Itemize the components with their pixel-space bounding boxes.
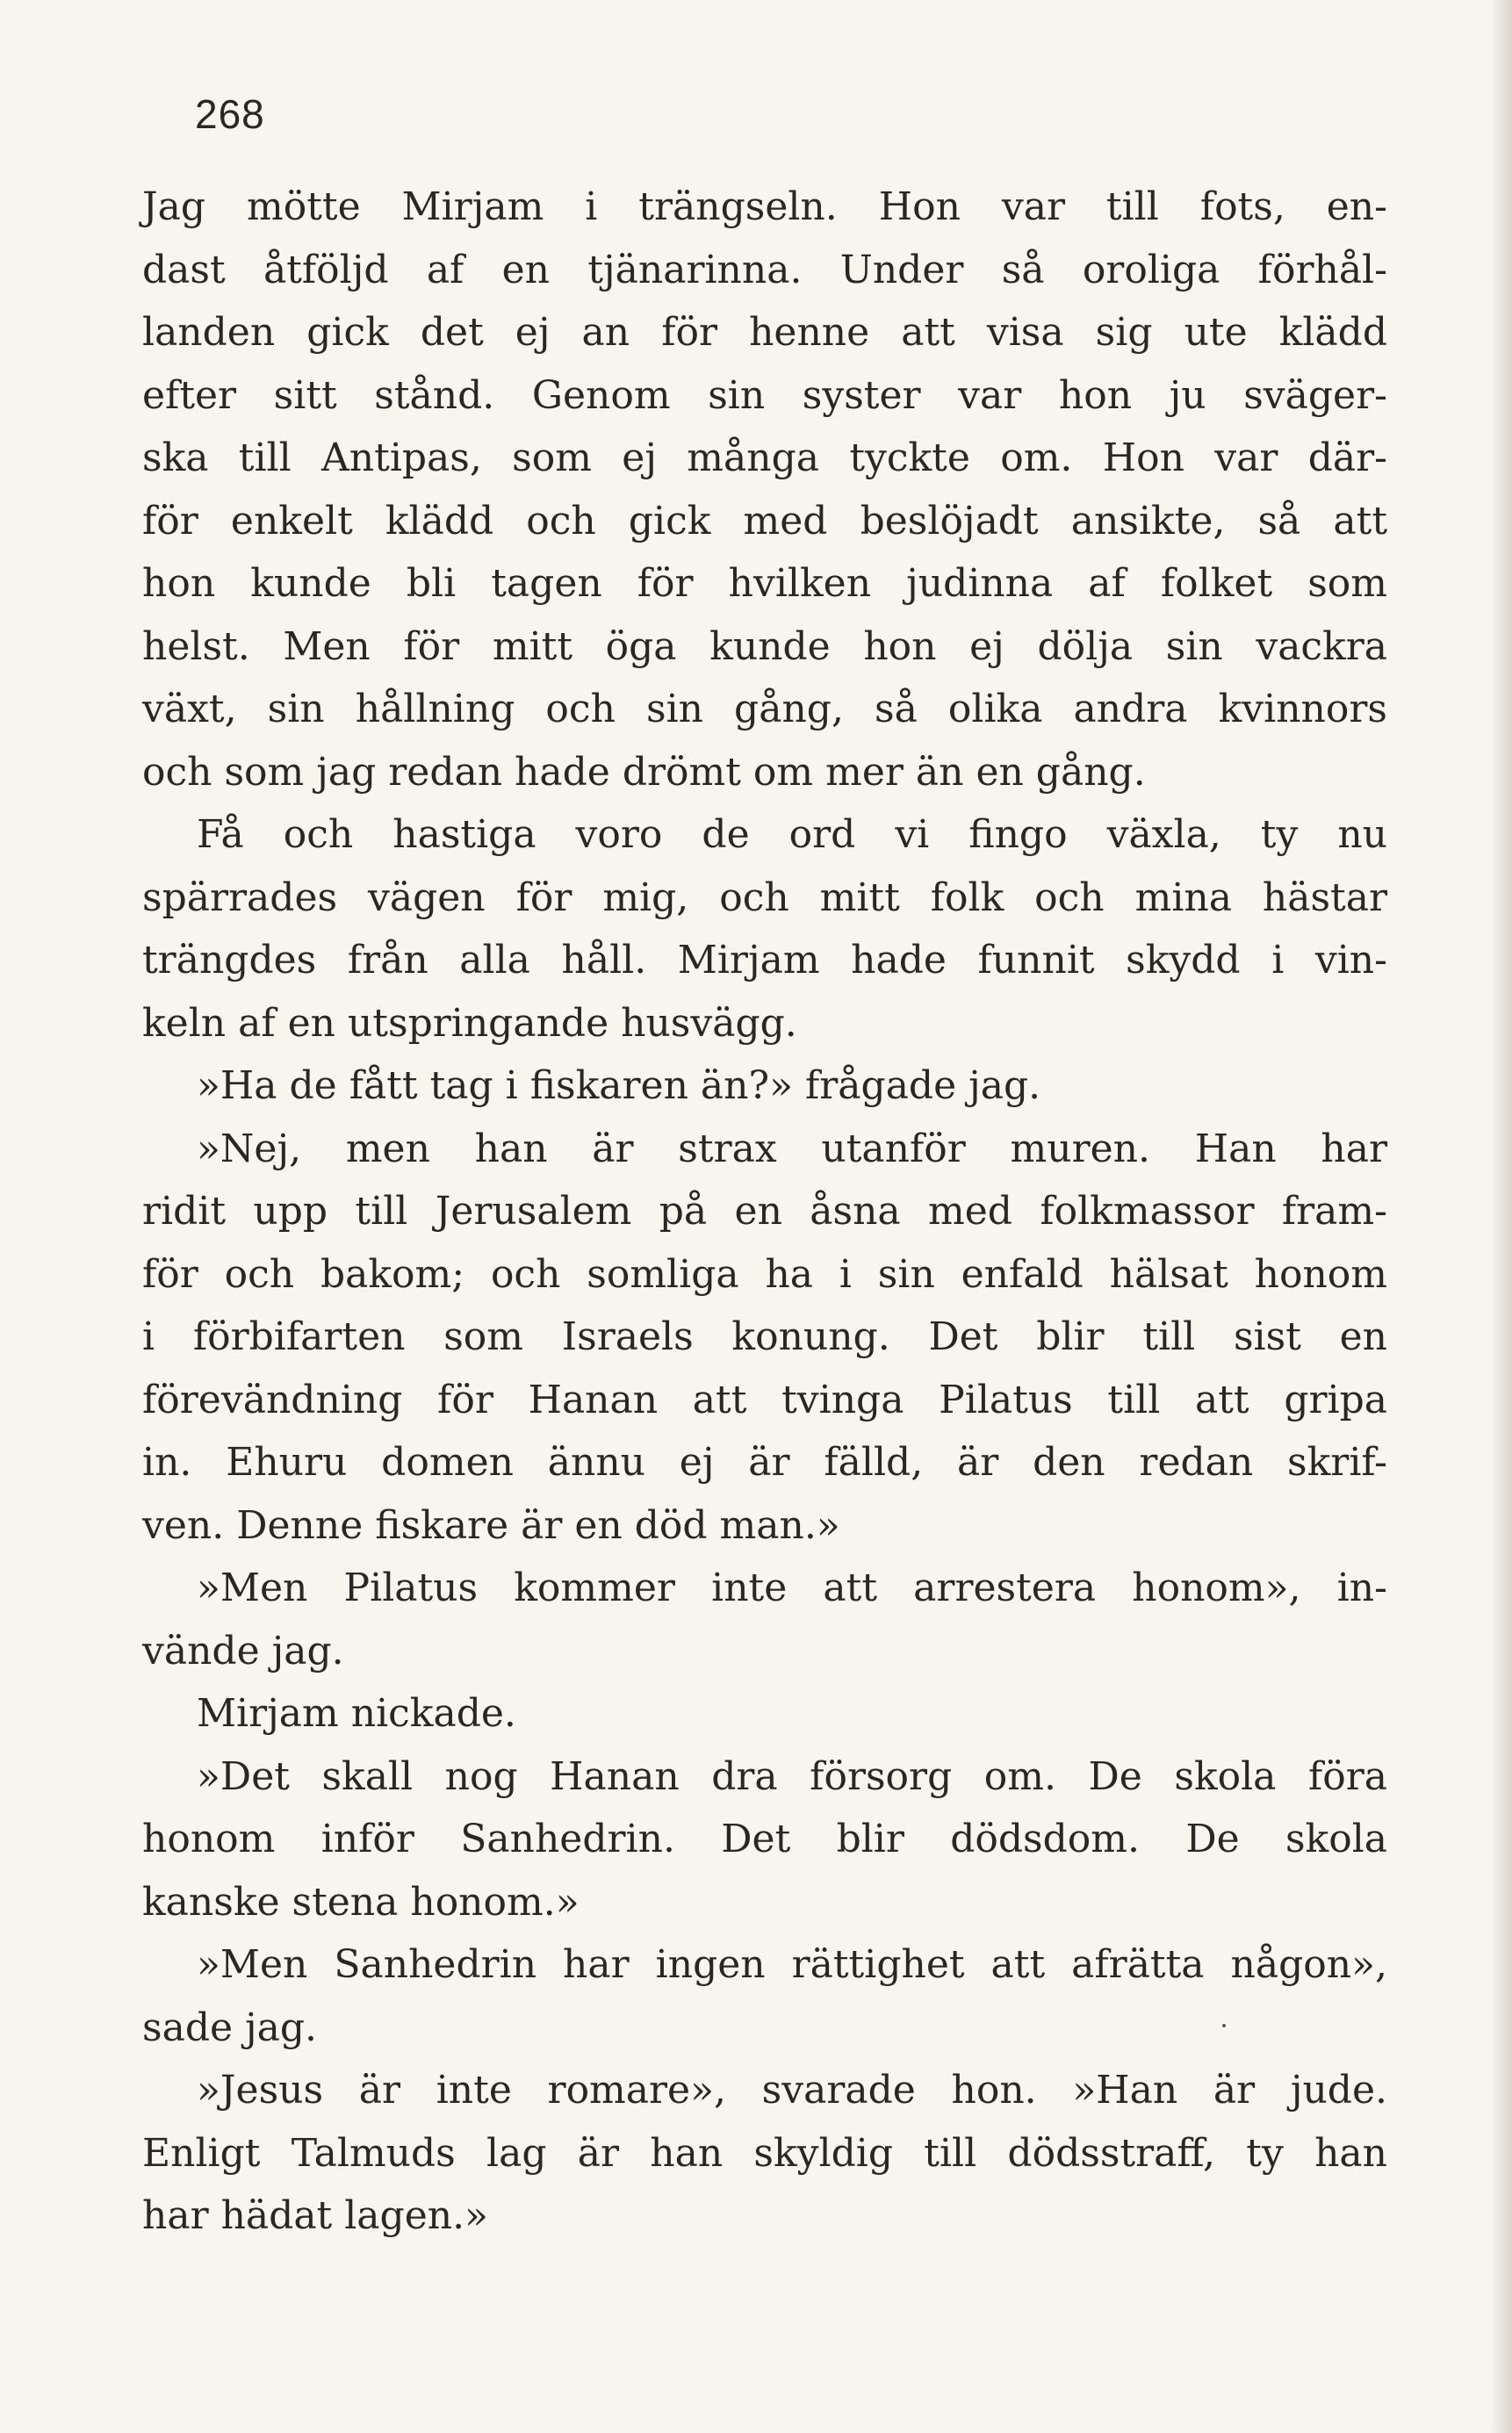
text-line: helst. Men för mitt öga kunde hon ej dölja sin vackra bbox=[142, 623, 1387, 669]
text-line: »Ha de fått tag i fiskaren än?» frågade jag. bbox=[197, 1063, 1041, 1108]
text-line: vände jag. bbox=[142, 1628, 344, 1674]
text-line: landen gick det ej an för henne att visa sig ute klädd bbox=[142, 310, 1387, 355]
text-line: förevändning för Hanan att tvinga Pilatus till att gripa bbox=[142, 1377, 1387, 1422]
text-line: i förbifarten som Israels konung. Det blir till sist en bbox=[142, 1314, 1387, 1359]
text-line: Enligt Talmuds lag är han skyldig till dödsstraff, ty han bbox=[142, 2130, 1387, 2176]
text-line: sade jag. bbox=[142, 2005, 318, 2050]
text-line: Få och hastiga voro de ord vi fingo växla, ty nu bbox=[197, 812, 1387, 857]
text-line: »Men Sanhedrin har ingen rättighet att afrätta någon», bbox=[197, 1942, 1387, 1987]
text-line: för och bakom; och somliga ha i sin enfald hälsat honom bbox=[142, 1251, 1387, 1297]
text-line: efter sitt stånd. Genom sin syster var hon ju sväger- bbox=[142, 372, 1387, 418]
text-line: trängdes från alla håll. Mirjam hade funnit skydd i vin- bbox=[142, 938, 1387, 983]
text-line: växt, sin hållning och sin gång, så olika andra kvinnors bbox=[142, 687, 1387, 731]
text-line: för enkelt klädd och gick med beslöjadt ansikte, så att bbox=[142, 498, 1387, 543]
text-line: har hädat lagen.» bbox=[142, 2193, 488, 2238]
page-number: 268 bbox=[195, 91, 265, 137]
stray-ink-dot bbox=[1222, 2024, 1226, 2027]
text-line: honom inför Sanhedrin. Det blir dödsdom. De skola bbox=[142, 1817, 1387, 1861]
body-text bbox=[142, 176, 1387, 2248]
page-edge-shadow bbox=[1489, 0, 1512, 2433]
text-line: Jag mötte Mirjam i trängseln. Hon var till fots, en- bbox=[142, 184, 1387, 229]
text-line: »Det skall nog Hanan dra försorg om. De skola föra bbox=[197, 1753, 1387, 1799]
text-line: Mirjam nickade. bbox=[197, 1691, 516, 1736]
text-line: spärrades vägen för mig, och mitt folk och mina hästar bbox=[142, 875, 1387, 920]
text-line: ven. Denne fiskare är en död man.» bbox=[142, 1502, 840, 1548]
text-line: dast åtföljd af en tjänarinna. Under så oroliga förhål- bbox=[142, 247, 1387, 292]
text-line: hon kunde bli tagen för hvilken judinna af folket som bbox=[142, 561, 1387, 606]
text-line: »Jesus är inte romare», svarade hon. »Han är jude. bbox=[197, 2068, 1387, 2113]
text-line: keln af en utspringande husvägg. bbox=[142, 1000, 797, 1046]
text-line: in. Ehuru domen ännu ej är fälld, är den redan skrif- bbox=[142, 1440, 1387, 1485]
text-line: »Men Pilatus kommer inte att arrestera honom», in- bbox=[197, 1566, 1387, 1610]
text-line: ska till Antipas, som ej många tyckte om. Hon var där- bbox=[142, 435, 1387, 480]
text-line: kanske stena honom.» bbox=[142, 1879, 580, 1925]
text-line: och som jag redan hade drömt om mer än en gång. bbox=[142, 749, 1146, 795]
text-line: »Nej, men han är strax utanför muren. Han har bbox=[197, 1126, 1387, 1171]
text-line: ridit upp till Jerusalem på en åsna med folkmassor fram- bbox=[142, 1189, 1387, 1234]
